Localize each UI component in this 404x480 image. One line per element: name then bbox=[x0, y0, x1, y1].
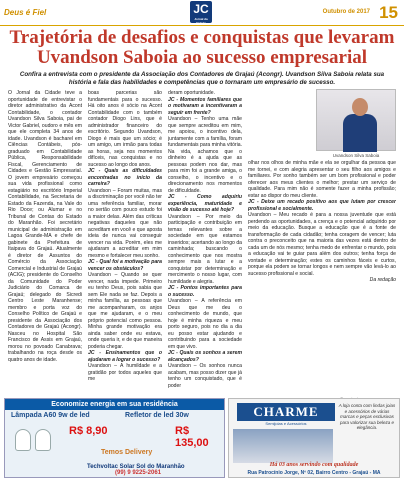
answer-3: Uvandson – A humildade e a gratidão por todos aqueles que me bbox=[88, 363, 162, 382]
column-3-intro: deram oportunidade. bbox=[168, 90, 216, 96]
article-column-4 bbox=[248, 160, 396, 392]
header-slogan: Deus é Fiel bbox=[4, 8, 47, 17]
answer-8: Uvandson – Meu recado é para a nossa juventude que está perdendo as oportunidades, a crença e o potencial adquirido por meio da educação. Busque a educação que é a fonte de transformação de cada cidadão; tenha coragem de vencer; luta contra o preconceito que na maioria das vezes está dentro de cada um de nós mesmo; tenha medo de enfrentar o mundo, pois a educação vai te guiar para além dos outros; tenha força de vontade e determinação; estes os caminhos fáceis e curtos, porque ela podem se tornar longos e nem sempre vão levá-lo ao sucesso profissional e social. bbox=[248, 212, 396, 277]
column-4-text: olhar nos olhos de minha mãe e ela se orgulhar da pessoa que me tornei, e com alegria apresentar o seu filho aos amigos e familiares. Por sonho também ser um bom profissional e poder oferecer aos meus clientes o melhor; prestar um serviço de qualidade. Para mim não é somente fazer a minha profissão; estar ao dispor do meu cliente. bbox=[248, 160, 396, 199]
question-2: JC - Qual foi a motivação para vencer os obstáculos? bbox=[88, 259, 162, 272]
charme-advertisement[interactable] bbox=[228, 398, 400, 478]
question-6: JC - Pontos importantes para o sucesso. bbox=[168, 285, 242, 298]
storefront-image bbox=[233, 429, 333, 463]
interviewee-photo bbox=[316, 89, 396, 151]
photo-head bbox=[352, 98, 368, 116]
column-2-intro: boas parcerias são fundamentais para o sucesso. Há oito anos é sócio na Acont Contabilidade com o também contador Diogo Lins, que é administrador financeiro do escritório. Segundo Uvandson, Diogo é mais que um sócio; é um amigo, um irmão para todas as horas, seja nos momentos difíceis, nas conquistas e no sucesso ao longo dos anos. bbox=[88, 90, 162, 168]
column-1-text: O Jornal da Cidade teve a oportunidade de entrevistar o diretor administrativo da Acont Contabilidade, o contador Uvandson Silva Saboia, pai de Victor Gabriel, oudoro e mês em que ele completa 34 anos de idade. Uvandson é bacharel em Ciências Contábeis, pós-graduado em Contabilidade Pública, Responsabilidade Fiscal, Gerenciamento de Cidades e Gestão Empresarial. O jovem empresário começou sua vida profissional como estagiário no escritório Imperial Contabilidade, na Secretaria de Estado da Fazenda, na Vale do Rio Doce; ou Alumar e no Tribunal de Contas do Estado do Maranhão. Foi secretário municipal de administração em Lagoa Grande-MA e chefe de gabinete da Prefeitura de Itaipava do Grajaú. Atualmente é diretor de Assuntos do Comércio da Associação Comercial e Industrial de Grajaú (ACIG); presidente do Conselho da Comunidade do Poder Judiciário do Comarca de Grajaú; delegado do Sicredi Centro Leste Maranhense; membro e porta voz do Conselho Político de Grajaú e presidente da Associação dos Contadores de Grajaú (Acongr). Nasceu no Hospital São Francisco de Assis em Grajaú, morou no povoado Canabrava; trabalhando na roça desde os quatro anos de idade. bbox=[8, 90, 82, 363]
article-column-3 bbox=[168, 90, 242, 394]
logo-text: JC bbox=[193, 2, 209, 16]
ad1-headline: Economize energia em sua residência bbox=[5, 399, 224, 410]
ad1-phone: (99) 9 9225-2061 bbox=[115, 470, 162, 476]
answer-5: Uvandson – Por meio da participação e contribuição em temas relevantes sobre a sociedade em que estamos inseridos; acertando ao longo da caminhada; buscando o conhecimento que nos mostra sempre mais a lutar e a conquistar por determinação e mercimento o nosso lugar, com humildade e alegria. bbox=[168, 213, 242, 285]
charme-years: Há 03 anos servindo com qualidade bbox=[269, 462, 359, 468]
question-8: JC - Deixe um recado positivo aos que lutam por crescer profissional e socialmente. bbox=[248, 199, 396, 212]
answer-1: Uvandson – Foram muitas, mas a discriminação por você não ter uma referência familiar, morar no sertão com pouco estudo foi a maior delas. Além das críticas negativas daqueles que não acreditam em você e que aposta ideia de nunca vai conseguir vencer na vida. Porém, eles me ajudaram a acreditar em mim mesmo e fortalecer meu sonho. bbox=[88, 187, 162, 259]
article-dek: Confira a entrevista com o presidente da Associação dos Contadores de Grajaú (Acongr). Uvandson Silva Saboia relata sua história e fala das habilidades e competências que o tornaram um empresário de sucesso. bbox=[19, 71, 385, 86]
page-header bbox=[0, 0, 404, 26]
answer-4: Uvandson – Tenho uma mãe que sempre acreditou em mim, me apoiou, o incentivo dela, juntamente com a família, foram fundamentais para minha vitória. Na vida, achamos que o dinheiro é a ajuda que as pessoas podem nos dar, mas para mim foi a grande amiga, o conselho, o incentivo e o direcionamento nos momentos de dificuldade. bbox=[168, 116, 242, 194]
question-1: JC - Quais as dificuldades encontradas no início da carreira? bbox=[88, 168, 162, 187]
photo-caption: Uvandson Silva Saboia bbox=[332, 153, 380, 158]
page-number: 15 bbox=[379, 3, 398, 22]
question-4: JC - Momentos familiares que o motivaram a incentivaram a seguir em frente? bbox=[168, 96, 242, 116]
charme-tagline: Semijoias e Acessórios bbox=[265, 421, 307, 426]
ad1-store-name: Techvoltac Solar Sol do Maranhão bbox=[87, 464, 185, 470]
logo-subtitle: Jornal da Cidade bbox=[194, 17, 208, 25]
charme-logo: CHARME bbox=[237, 403, 335, 421]
ad1-delivery: Temos Delivery bbox=[101, 449, 153, 456]
article-column-2 bbox=[88, 90, 162, 394]
article-column-1 bbox=[8, 90, 82, 394]
answer-7: Uvandson – Os sonhos nunca acabam, mas posso dizer que já tenho um conquistado, que é poder bbox=[168, 363, 242, 389]
photo-shirt bbox=[343, 114, 377, 152]
energy-advertisement[interactable] bbox=[4, 398, 225, 478]
bulb-icon bbox=[35, 429, 51, 451]
answer-2: Uvandson – Quando se quer vencer, nada impede. Primeiro eu tenho Deus, pois sabia que sem Ele nada se faz. Depois a minha família, as pessoas que me acompanharam, os anjos que me ajudaram, e o meu próprio potencial como pessoa. Minha grande motivação era ainda saber onde eu estava, onde queria ir, e de que maneira poderia chegar. bbox=[88, 272, 162, 350]
question-7: JC - Quais os sonhos a serem alcançados? bbox=[168, 350, 242, 363]
question-3: JC - Ensinamentos que o ajudaram a lograr o sucesso? bbox=[88, 350, 162, 363]
newspaper-logo bbox=[190, 1, 212, 23]
article-title: Trajetória de desafios e conquistas que levaram Uvandson Saboia ao sucesso empresarial bbox=[9, 27, 395, 68]
answer-6: Uvandson – A referência em Deus que me deu o conhecimento de mundo, que hoje é minha riqueza e meu porto seguro, pois no dia a dia eu posso estar ajudando e contribuindo para a sociedade em que vivo. bbox=[168, 298, 242, 350]
question-5: JC - Como adquiriu experiência, maturidade e visão de sucesso até hoje? bbox=[168, 194, 242, 213]
byline: Da redação bbox=[369, 277, 396, 283]
ad1-reflector-price: R$ 135,00 bbox=[175, 425, 209, 449]
charme-address: Rua Patrocínio Jorge, Nº 02, Bairro Centro - Grajaú - MA bbox=[247, 470, 381, 476]
bulb-icon bbox=[15, 429, 31, 451]
ad1-lamp-price: R$ 8,90 bbox=[69, 425, 108, 437]
issue-date: Outubro de 2017 bbox=[322, 9, 370, 15]
charme-promo: A loja conta com lindas joias e acessórios de várias marcas e peças exclusivas para valorizar sua beleza e elegância. bbox=[338, 403, 396, 430]
ad1-lamp-label: Lâmpada A60 9w de led bbox=[11, 412, 90, 419]
ad1-reflector-label: Refletor de led 30w bbox=[125, 412, 189, 419]
